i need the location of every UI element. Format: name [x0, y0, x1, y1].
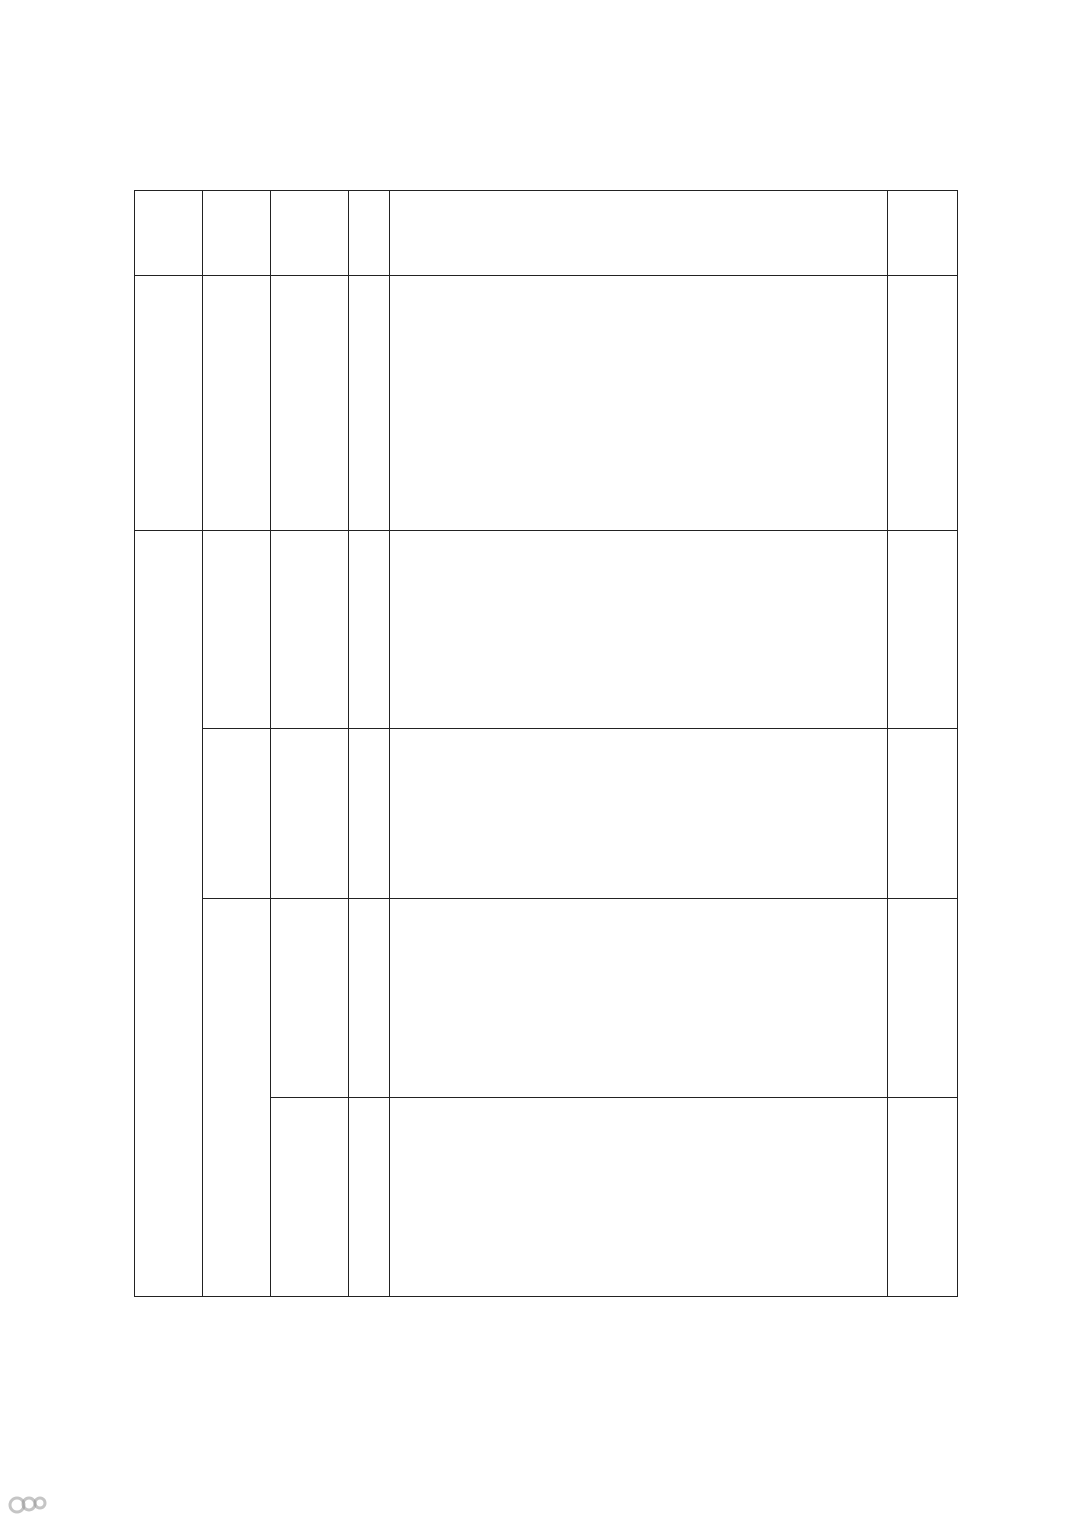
answer-type — [888, 729, 958, 899]
question-cell — [390, 276, 888, 531]
table-row — [135, 191, 958, 276]
table-row — [135, 276, 958, 531]
level2-cell — [271, 531, 349, 729]
answer-type — [888, 276, 958, 531]
level2-cell — [271, 899, 349, 1098]
watermark — [8, 1491, 54, 1517]
answer-type — [888, 531, 958, 729]
level1-cell — [203, 531, 271, 729]
brand-logo-icon — [8, 1491, 48, 1517]
level1-cell — [203, 899, 271, 1297]
item-number — [349, 276, 390, 531]
item-number — [349, 531, 390, 729]
item-number — [349, 1098, 390, 1297]
answer-type — [888, 1098, 958, 1297]
item-number — [349, 899, 390, 1098]
question-cell — [390, 1098, 888, 1297]
table-row — [135, 531, 958, 729]
level2-cell — [271, 729, 349, 899]
level0-cell — [135, 531, 203, 1297]
level1-cell — [203, 729, 271, 899]
criteria-cell — [390, 191, 888, 276]
question-cell — [390, 531, 888, 729]
assessment-table — [134, 190, 958, 1297]
question-cell — [390, 899, 888, 1098]
level2-cell — [271, 276, 349, 531]
question-cell — [390, 729, 888, 899]
level2-cell — [271, 1098, 349, 1297]
item-number — [349, 729, 390, 899]
table-row — [135, 729, 958, 899]
answer-type — [888, 899, 958, 1098]
table-row — [135, 899, 958, 1098]
